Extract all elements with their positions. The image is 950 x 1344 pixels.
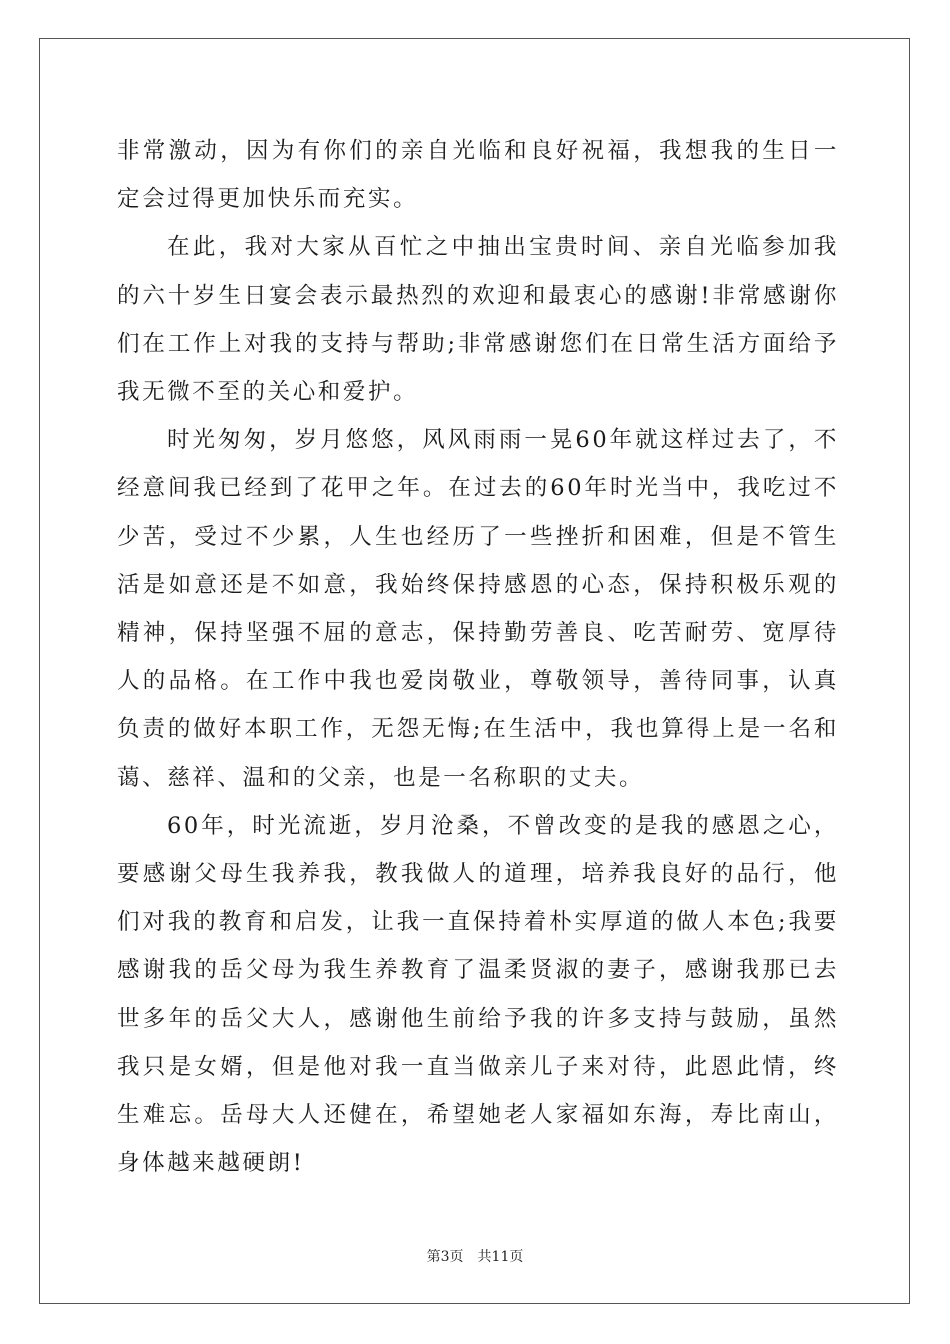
paragraph-continued: 非常激动，因为有你们的亲自光临和良好祝福，我想我的生日一定会过得更加快乐而充实。 bbox=[117, 138, 839, 213]
paragraph-sixty-years: 时光匆匆，岁月悠悠，风风雨雨一晃60年就这样过去了，不经意间我已经到了花甲之年。在过去的60年时光当中，我吃过不少苦，受过不少累，人生也经历了一些挫折和困难，但是不管生活是如意还是不如意，我始终保持感恩的心态，保持积极乐观的精神，保持坚强不屈的意志，保持勤劳善良、吃苦耐劳、宽厚待人的品格。在工作中我也爱岗敬业，尊敬领导，善待同事，认真负责的做好本职工作，无怨无悔;在生活中，我也算得上是一名和蔼、慈祥、温和的父亲，也是一名称职的丈夫。 bbox=[117, 427, 839, 791]
paragraph-gratitude: 60年，时光流逝，岁月沧桑，不曾改变的是我的感恩之心，要感谢父母生我养我，教我做人的道理，培养我良好的品行，他们对我的教育和启发，让我一直保持着朴实厚道的做人本色;我要感谢我的岳父母为我生养教育了温柔贤淑的妻子，感谢我那已去世多年的岳父大人，感谢他生前给予我的许多支持与鼓励，虽然我只是女婿，但是他对我一直当做亲儿子来对待，此恩此情，终生难忘。岳母大人还健在，希望她老人家福如东海，寿比南山，身体越来越硬朗! bbox=[117, 812, 839, 1177]
paragraph-thanks: 在此，我对大家从百忙之中抽出宝贵时间、亲自光临参加我的六十岁生日宴会表示最热烈的欢迎和最衷心的感谢!非常感谢你们在工作上对我的支持与帮助;非常感谢您们在日常生活方面给予我无微不至的关心和爱护。 bbox=[117, 234, 839, 406]
page-number-footer: 第3页 共11页 bbox=[426, 1249, 524, 1265]
document-body bbox=[117, 127, 839, 1187]
